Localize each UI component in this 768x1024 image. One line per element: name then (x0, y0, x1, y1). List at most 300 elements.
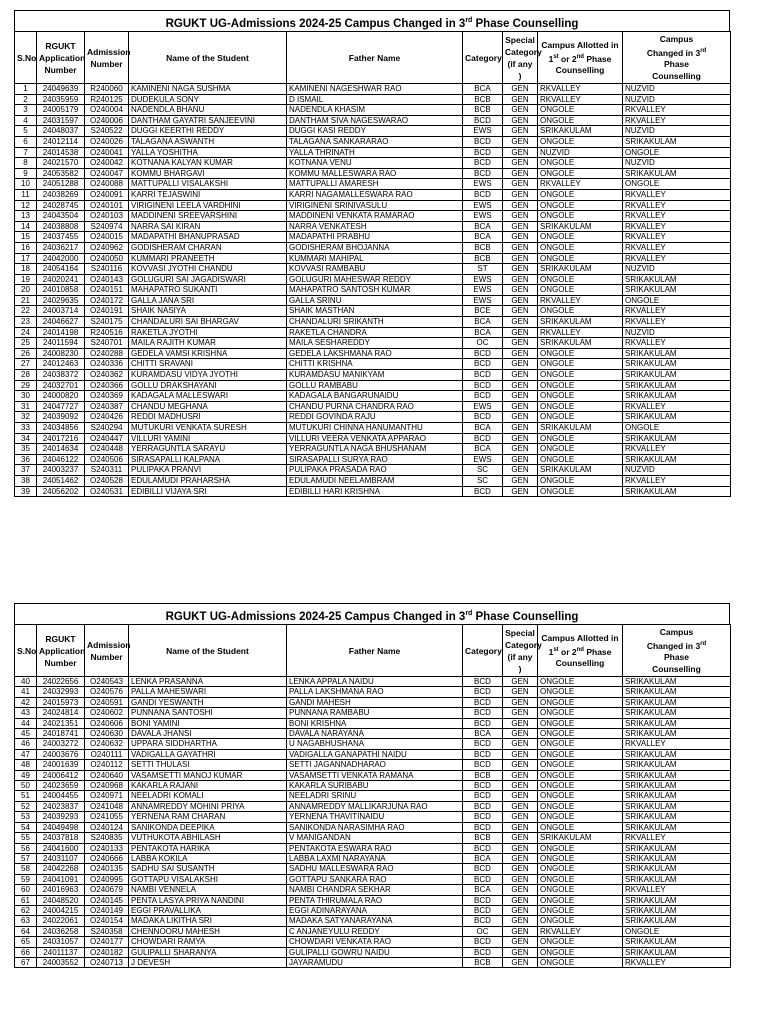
cell-campus-changed: SRIKAKULAM (623, 853, 731, 863)
cell-sno: 47 (15, 749, 37, 759)
cell-special-category: GEN (503, 677, 538, 687)
cell-application-number: 24039092 (37, 412, 85, 423)
cell-student-name: CHANDU MEGHANA (129, 401, 287, 412)
table-row (15, 947, 731, 957)
cell-admission-number: S240835 (85, 833, 129, 843)
cell-application-number: 24036217 (37, 242, 85, 253)
cell-sno: 23 (15, 317, 37, 328)
cell-campus-changed: SRIKAKULAM (623, 708, 731, 718)
cell-sno: 60 (15, 885, 37, 895)
cell-sno: 35 (15, 444, 37, 455)
cell-student-name: EDULAMUDI PRAHARSHA (129, 475, 287, 486)
cell-father-name: BONI KRISHNA (287, 718, 463, 728)
cell-student-name: MADAKA LIKITHA SRI (129, 916, 287, 926)
cell-campus-allotted: ONGOLE (538, 697, 623, 707)
cell-category: BCA (463, 729, 503, 739)
cell-father-name: VADIGALLA GANAPATHI NAIDU (287, 749, 463, 759)
cell-application-number: 24000820 (37, 391, 85, 402)
cell-father-name: GODISHERAM BHOJANNA (287, 242, 463, 253)
cell-application-number: 24049498 (37, 822, 85, 832)
cell-campus-changed: SRIKAKULAM (623, 285, 731, 296)
cell-sno: 9 (15, 168, 37, 179)
cell-admission-number: O240177 (85, 937, 129, 947)
table-row (15, 895, 731, 905)
cell-admission-number: O240606 (85, 718, 129, 728)
cell-campus-changed: SRIKAKULAM (623, 812, 731, 822)
cell-sno: 48 (15, 760, 37, 770)
cell-special-category: GEN (503, 708, 538, 718)
cell-campus-changed: SRIKAKULAM (623, 937, 731, 947)
cell-student-name: CHOWDARI RAMYA (129, 937, 287, 947)
cell-special-category: GEN (503, 957, 538, 967)
cell-special-category: GEN (503, 179, 538, 190)
cell-sno: 5 (15, 126, 37, 137)
cell-campus-changed: SRIKAKULAM (623, 391, 731, 402)
cell-special-category: GEN (503, 423, 538, 434)
cell-admission-number: O240632 (85, 739, 129, 749)
cell-sno: 19 (15, 274, 37, 285)
cell-special-category: GEN (503, 770, 538, 780)
cell-campus-allotted: RKVALLEY (538, 94, 623, 105)
cell-campus-allotted: NUZVID (538, 147, 623, 158)
cell-category: BCD (463, 718, 503, 728)
cell-special-category: GEN (503, 853, 538, 863)
cell-special-category: GEN (503, 189, 538, 200)
cell-admission-number: O240135 (85, 864, 129, 874)
cell-sno: 36 (15, 454, 37, 465)
cell-category: BCD (463, 843, 503, 853)
table-row (15, 338, 731, 349)
cell-sno: 32 (15, 412, 37, 423)
table-row (15, 264, 731, 275)
table-row (15, 84, 731, 95)
cell-campus-changed: RKVALLEY (623, 739, 731, 749)
table-row (15, 401, 731, 412)
cell-sno: 20 (15, 285, 37, 296)
cell-campus-changed: NUZVID (623, 264, 731, 275)
table-row (15, 179, 731, 190)
cell-special-category: GEN (503, 729, 538, 739)
cell-student-name: MADAPATHI BHANUPRASAD (129, 232, 287, 243)
cell-campus-changed: RKVALLEY (623, 444, 731, 455)
cell-sno: 13 (15, 211, 37, 222)
cell-admission-number: O240962 (85, 242, 129, 253)
cell-campus-allotted: ONGOLE (538, 708, 623, 718)
cell-student-name: SIRASAPALLI KALPANA (129, 454, 287, 465)
cell-application-number: 24008230 (37, 348, 85, 359)
cell-campus-allotted: ONGOLE (538, 718, 623, 728)
cell-student-name: YALLA YOSHITHA (129, 147, 287, 158)
cell-student-name: NARRA SAI KIRAN (129, 221, 287, 232)
cell-student-name: ANNAMREDDY MOHINI PRIYA (129, 801, 287, 811)
cell-sno: 55 (15, 833, 37, 843)
cell-sno: 30 (15, 391, 37, 402)
cell-father-name: MADAKA SATYANARAYANA (287, 916, 463, 926)
cell-student-name: PUNNANA SANTOSHI (129, 708, 287, 718)
cell-father-name: YERNENA THAVITINAIDU (287, 812, 463, 822)
cell-special-category: GEN (503, 465, 538, 476)
cell-father-name: KOVVASI RAMBABU (287, 264, 463, 275)
cell-student-name: VADIGALLA GAYATHRI (129, 749, 287, 759)
header-campus-changed: Campus Changed in 3rd Phase Counselling (623, 625, 731, 677)
cell-father-name: KOTNANA VENU (287, 158, 463, 169)
cell-special-category: GEN (503, 412, 538, 423)
cell-campus-changed: SRIKAKULAM (623, 864, 731, 874)
cell-category: BCD (463, 905, 503, 915)
table-row (15, 843, 731, 853)
cell-campus-allotted: ONGOLE (538, 874, 623, 884)
cell-category: BCD (463, 947, 503, 957)
cell-category: BCD (463, 486, 503, 497)
cell-category: BCB (463, 242, 503, 253)
table-row (15, 465, 731, 476)
table-row (15, 444, 731, 455)
table-row (15, 158, 731, 169)
cell-campus-changed: SRIKAKULAM (623, 895, 731, 905)
cell-category: BCB (463, 833, 503, 843)
cell-admission-number: O240971 (85, 791, 129, 801)
cell-sno: 46 (15, 739, 37, 749)
cell-sno: 49 (15, 770, 37, 780)
cell-father-name: YERRAGUNTLA NAGA BHUSHANAM (287, 444, 463, 455)
header-category: Category (463, 32, 503, 84)
cell-father-name: GOTTAPU SANKARA RAO (287, 874, 463, 884)
table-row (15, 475, 731, 486)
cell-application-number: 24051462 (37, 475, 85, 486)
cell-admission-number: O240528 (85, 475, 129, 486)
cell-student-name: MUTUKURI VENKATA SURESH (129, 423, 287, 434)
cell-admission-number: O240026 (85, 136, 129, 147)
cell-application-number: 24053582 (37, 168, 85, 179)
cell-category: BCD (463, 801, 503, 811)
header-student-name: Name of the Student (129, 625, 287, 677)
cell-admission-number: O240602 (85, 708, 129, 718)
cell-admission-number: O240103 (85, 211, 129, 222)
cell-student-name: KOTNANA KALYAN KUMAR (129, 158, 287, 169)
cell-application-number: 24046627 (37, 317, 85, 328)
cell-campus-allotted: ONGOLE (538, 412, 623, 423)
cell-category: BCA (463, 221, 503, 232)
cell-father-name: PUNNANA RAMBABU (287, 708, 463, 718)
cell-admission-number: O240576 (85, 687, 129, 697)
cell-campus-allotted: ONGOLE (538, 843, 623, 853)
cell-admission-number: O240182 (85, 947, 129, 957)
cell-campus-changed: SRIKAKULAM (623, 274, 731, 285)
cell-special-category: GEN (503, 739, 538, 749)
table-row (15, 232, 731, 243)
cell-father-name: MUTUKURI CHINNA HANUMANTHU (287, 423, 463, 434)
header-row (15, 625, 731, 677)
table-body (15, 677, 731, 968)
header-campus-allotted: Campus Allotted in 1st or 2nd Phase Counselling (538, 625, 623, 677)
table-row (15, 957, 731, 967)
table-row (15, 739, 731, 749)
cell-sno: 45 (15, 729, 37, 739)
cell-student-name: MAILA RAJITH KUMAR (129, 338, 287, 349)
cell-campus-changed: SRIKAKULAM (623, 370, 731, 381)
cell-campus-allotted: ONGOLE (538, 105, 623, 116)
cell-student-name: KUMMARI PRANEETH (129, 253, 287, 264)
cell-admission-number: O240369 (85, 391, 129, 402)
cell-admission-number: O240447 (85, 433, 129, 444)
cell-campus-allotted: ONGOLE (538, 211, 623, 222)
table-row (15, 348, 731, 359)
table-row (15, 274, 731, 285)
table-row (15, 105, 731, 116)
cell-application-number: 24041600 (37, 843, 85, 853)
cell-admission-number: O240047 (85, 168, 129, 179)
table-row (15, 749, 731, 759)
cell-student-name: DUGGI KEERTHI REDDY (129, 126, 287, 137)
cell-campus-changed: SRIKAKULAM (623, 412, 731, 423)
cell-admission-number: O240591 (85, 697, 129, 707)
cell-campus-changed: SRIKAKULAM (623, 697, 731, 707)
cell-father-name: KARRI NAGAMALLESWARA RAO (287, 189, 463, 200)
cell-campus-allotted: ONGOLE (538, 729, 623, 739)
cell-father-name: EDIBILLI HARI KRISHNA (287, 486, 463, 497)
cell-student-name: PENTAKOTA HARIKA (129, 843, 287, 853)
cell-father-name: CHANDALURI SRIKANTH (287, 317, 463, 328)
cell-campus-allotted: ONGOLE (538, 391, 623, 402)
cell-special-category: GEN (503, 791, 538, 801)
cell-campus-changed: RKVALLEY (623, 232, 731, 243)
header-special-category: Special Category (if any ) (503, 625, 538, 677)
table-row (15, 391, 731, 402)
cell-father-name: SETTI JAGANNADHARAO (287, 760, 463, 770)
cell-campus-allotted: ONGOLE (538, 433, 623, 444)
cell-admission-number: O240995 (85, 874, 129, 884)
cell-admission-number: O240387 (85, 401, 129, 412)
cell-campus-changed: SRIKAKULAM (623, 348, 731, 359)
cell-campus-allotted: RKVALLEY (538, 179, 623, 190)
cell-sno: 11 (15, 189, 37, 200)
cell-campus-changed: RKVALLEY (623, 253, 731, 264)
table-row (15, 801, 731, 811)
cell-category: BCD (463, 359, 503, 370)
cell-student-name: KOVVASI JYOTHI CHANDU (129, 264, 287, 275)
cell-admission-number: O240149 (85, 905, 129, 915)
cell-father-name: GEDELA LAKSHMANA RAO (287, 348, 463, 359)
cell-admission-number: O240448 (85, 444, 129, 455)
cell-special-category: GEN (503, 812, 538, 822)
cell-campus-changed: SRIKAKULAM (623, 916, 731, 926)
cell-campus-changed: SRIKAKULAM (623, 905, 731, 915)
cell-student-name: RAKETLA JYOTHI (129, 327, 287, 338)
cell-campus-changed: SRIKAKULAM (623, 770, 731, 780)
table-row (15, 853, 731, 863)
cell-campus-allotted: ONGOLE (538, 444, 623, 455)
cell-admission-number: O240640 (85, 770, 129, 780)
cell-category: EWS (463, 274, 503, 285)
cell-admission-number: O240154 (85, 916, 129, 926)
cell-category: BCA (463, 853, 503, 863)
cell-application-number: 24038372 (37, 370, 85, 381)
cell-campus-allotted: SRIKAKULAM (538, 221, 623, 232)
cell-student-name: KAKARLA RAJANI (129, 781, 287, 791)
cell-sno: 17 (15, 253, 37, 264)
table-row (15, 94, 731, 105)
cell-admission-number: S240701 (85, 338, 129, 349)
table-row (15, 317, 731, 328)
cell-campus-changed: ONGOLE (623, 179, 731, 190)
table-row (15, 885, 731, 895)
cell-campus-changed: ONGOLE (623, 295, 731, 306)
cell-special-category: GEN (503, 370, 538, 381)
cell-campus-allotted: ONGOLE (538, 916, 623, 926)
cell-category: BCB (463, 253, 503, 264)
table-row (15, 874, 731, 884)
cell-admission-number: O240666 (85, 853, 129, 863)
cell-sno: 25 (15, 338, 37, 349)
cell-application-number: 24012463 (37, 359, 85, 370)
cell-campus-changed: NUZVID (623, 327, 731, 338)
table-row (15, 380, 731, 391)
cell-sno: 61 (15, 895, 37, 905)
cell-application-number: 24037455 (37, 232, 85, 243)
cell-admission-number: O240543 (85, 677, 129, 687)
cell-application-number: 24031597 (37, 115, 85, 126)
cell-student-name: CHENNOORU MAHESH (129, 926, 287, 936)
table-row (15, 926, 731, 936)
cell-campus-allotted: ONGOLE (538, 812, 623, 822)
table-row (15, 423, 731, 434)
sheet-2 (14, 603, 730, 968)
cell-sno: 14 (15, 221, 37, 232)
cell-sno: 34 (15, 433, 37, 444)
cell-student-name: MATTUPALLI VISALAKSHI (129, 179, 287, 190)
table-row (15, 697, 731, 707)
cell-campus-allotted: ONGOLE (538, 401, 623, 412)
cell-application-number: 24047727 (37, 401, 85, 412)
cell-campus-changed: NUZVID (623, 465, 731, 476)
cell-campus-allotted: SRIKAKULAM (538, 338, 623, 349)
cell-sno: 51 (15, 791, 37, 801)
cell-campus-changed: RKVALLEY (623, 105, 731, 116)
cell-special-category: GEN (503, 475, 538, 486)
cell-application-number: 24032993 (37, 687, 85, 697)
cell-campus-allotted: ONGOLE (538, 760, 623, 770)
cell-student-name: VILLURI YAMINI (129, 433, 287, 444)
cell-application-number: 24011137 (37, 947, 85, 957)
cell-campus-allotted: SRIKAKULAM (538, 423, 623, 434)
cell-admission-number: S240294 (85, 423, 129, 434)
cell-special-category: GEN (503, 718, 538, 728)
cell-campus-changed: SRIKAKULAM (623, 781, 731, 791)
table-row (15, 136, 731, 147)
cell-campus-allotted: SRIKAKULAM (538, 465, 623, 476)
table-row (15, 677, 731, 687)
cell-admission-number: S240358 (85, 926, 129, 936)
cell-category: OC (463, 926, 503, 936)
cell-application-number: 24017216 (37, 433, 85, 444)
cell-father-name: CHANDU PURNA CHANDRA RAO (287, 401, 463, 412)
cell-sno: 66 (15, 947, 37, 957)
cell-campus-allotted: SRIKAKULAM (538, 833, 623, 843)
cell-category: BCD (463, 791, 503, 801)
cell-sno: 6 (15, 136, 37, 147)
cell-special-category: GEN (503, 242, 538, 253)
cell-special-category: GEN (503, 749, 538, 759)
cell-student-name: KOMMU BHARGAVI (129, 168, 287, 179)
cell-category: SC (463, 475, 503, 486)
cell-special-category: GEN (503, 801, 538, 811)
cell-campus-allotted: ONGOLE (538, 791, 623, 801)
cell-admission-number: O240101 (85, 200, 129, 211)
cell-category: EWS (463, 295, 503, 306)
cell-campus-allotted: ONGOLE (538, 232, 623, 243)
cell-special-category: GEN (503, 94, 538, 105)
cell-admission-number: O240088 (85, 179, 129, 190)
cell-father-name: CHITTI KRISHNA (287, 359, 463, 370)
cell-student-name: J DEVESH (129, 957, 287, 967)
cell-father-name: GANDI MAHESH (287, 697, 463, 707)
cell-special-category: GEN (503, 697, 538, 707)
cell-special-category: GEN (503, 833, 538, 843)
cell-admission-number: O240143 (85, 274, 129, 285)
header-admission-number: Admission Number (85, 625, 129, 677)
header-category: Category (463, 625, 503, 677)
cell-category: BCB (463, 957, 503, 967)
cell-application-number: 24015973 (37, 697, 85, 707)
cell-father-name: LABBA LAXMI NARAYANA (287, 853, 463, 863)
cell-application-number: 24024814 (37, 708, 85, 718)
cell-father-name: MADDINENI VENKATA RAMARAO (287, 211, 463, 222)
cell-father-name: EGGI ADINARAYANA (287, 905, 463, 915)
cell-category: EWS (463, 179, 503, 190)
table-body (15, 84, 731, 497)
cell-admission-number: O240133 (85, 843, 129, 853)
cell-campus-allotted: ONGOLE (538, 885, 623, 895)
cell-special-category: GEN (503, 274, 538, 285)
cell-admission-number: O240366 (85, 380, 129, 391)
cell-campus-allotted: ONGOLE (538, 739, 623, 749)
cell-campus-changed: SRIKAKULAM (623, 168, 731, 179)
cell-application-number: 24054164 (37, 264, 85, 275)
cell-admission-number: O240288 (85, 348, 129, 359)
cell-application-number: 24010858 (37, 285, 85, 296)
cell-application-number: 24022656 (37, 677, 85, 687)
cell-student-name: LENKA PRASANNA (129, 677, 287, 687)
cell-category: BCD (463, 433, 503, 444)
cell-sno: 37 (15, 465, 37, 476)
cell-campus-allotted: ONGOLE (538, 115, 623, 126)
table-row (15, 306, 731, 317)
cell-application-number: 24048037 (37, 126, 85, 137)
cell-father-name: GALLA SRINU (287, 295, 463, 306)
cell-admission-number: O240336 (85, 359, 129, 370)
cell-special-category: GEN (503, 158, 538, 169)
cell-admission-number: S240974 (85, 221, 129, 232)
cell-special-category: GEN (503, 317, 538, 328)
cell-admission-number: O240151 (85, 285, 129, 296)
cell-student-name: GOLUGURI SAI JAGADISWARI (129, 274, 287, 285)
table-row (15, 718, 731, 728)
cell-application-number: 24016963 (37, 885, 85, 895)
cell-admission-number: O241048 (85, 801, 129, 811)
results-table (14, 624, 731, 968)
header-admission-number: Admission Number (85, 32, 129, 84)
cell-student-name: YERRAGUNTLA SARAYU (129, 444, 287, 455)
cell-special-category: GEN (503, 359, 538, 370)
cell-admission-number: O240713 (85, 957, 129, 967)
cell-application-number: 24028745 (37, 200, 85, 211)
cell-application-number: 24041091 (37, 874, 85, 884)
cell-campus-changed: ONGOLE (623, 423, 731, 434)
cell-category: BCB (463, 770, 503, 780)
cell-father-name: ANNAMREDDY MALLIKARJUNA RAO (287, 801, 463, 811)
cell-father-name: VIRIGINENI SRINIVASULU (287, 200, 463, 211)
header-campus-changed: Campus Changed in 3rd Phase Counselling (623, 32, 731, 84)
